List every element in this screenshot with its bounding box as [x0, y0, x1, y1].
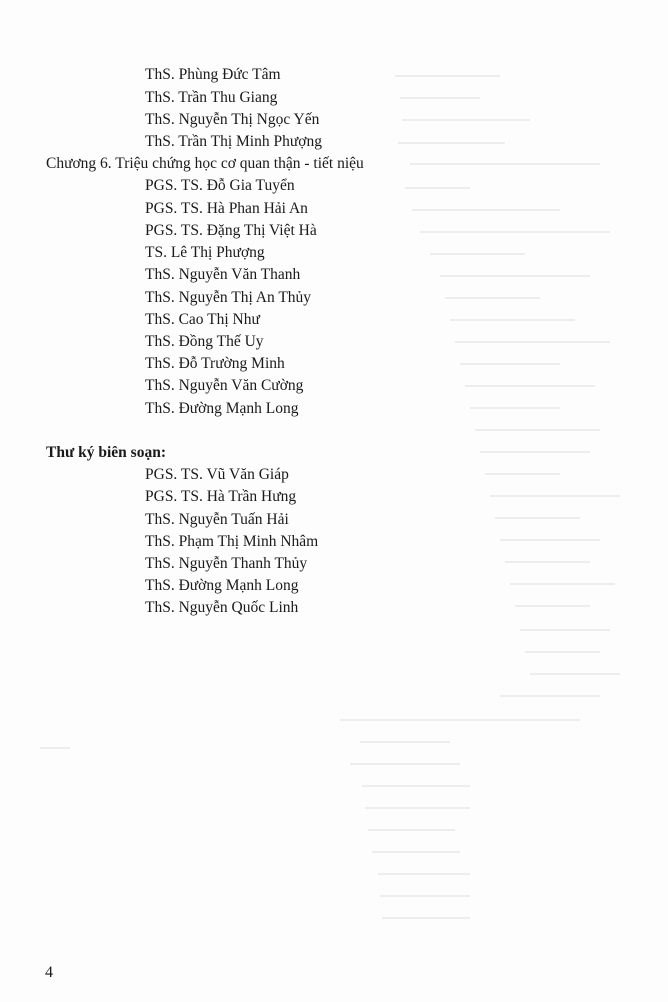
author-name: TS. Lê Thị Phượng: [145, 244, 265, 261]
author-name: ThS. Nguyễn Văn Thanh: [145, 266, 301, 283]
secretary-name: ThS. Nguyễn Tuấn Hải: [145, 511, 289, 528]
author-name: PGS. TS. Đặng Thị Việt Hà: [145, 222, 317, 239]
secretary-name: ThS. Nguyễn Thanh Thủy: [145, 555, 308, 572]
author-name: ThS. Cao Thị Như: [145, 311, 260, 328]
secretary-name: ThS. Đường Mạnh Long: [145, 577, 299, 594]
secretary-name: PGS. TS. Hà Trần Hưng: [145, 488, 297, 505]
author-name: PGS. TS. Đỗ Gia Tuyển: [145, 177, 295, 194]
secretary-name: ThS. Phạm Thị Minh Nhâm: [145, 533, 319, 550]
author-name: ThS. Phùng Đức Tâm: [145, 66, 281, 83]
secretary-name: PGS. TS. Vũ Văn Giáp: [145, 466, 289, 483]
chapter-title: Chương 6. Triệu chứng học cơ quan thận - tiết niệu: [46, 155, 364, 172]
author-name: ThS. Đỗ Trường Minh: [145, 355, 285, 372]
author-name: ThS. Trần Thu Giang: [145, 89, 278, 106]
page-number: 4: [45, 964, 53, 981]
author-name: PGS. TS. Hà Phan Hải An: [145, 200, 308, 217]
secretary-name: ThS. Nguyễn Quốc Linh: [145, 599, 299, 616]
author-name: ThS. Nguyễn Thị Ngọc Yến: [145, 111, 320, 128]
author-name: ThS. Đường Mạnh Long: [145, 400, 299, 417]
section-title: Thư ký biên soạn:: [46, 444, 166, 461]
author-name: ThS. Nguyễn Văn Cường: [145, 377, 304, 394]
author-name: ThS. Đồng Thế Uy: [145, 333, 264, 350]
author-name: ThS. Nguyễn Thị An Thủy: [145, 289, 312, 306]
author-name: ThS. Trần Thị Minh Phượng: [145, 133, 322, 150]
